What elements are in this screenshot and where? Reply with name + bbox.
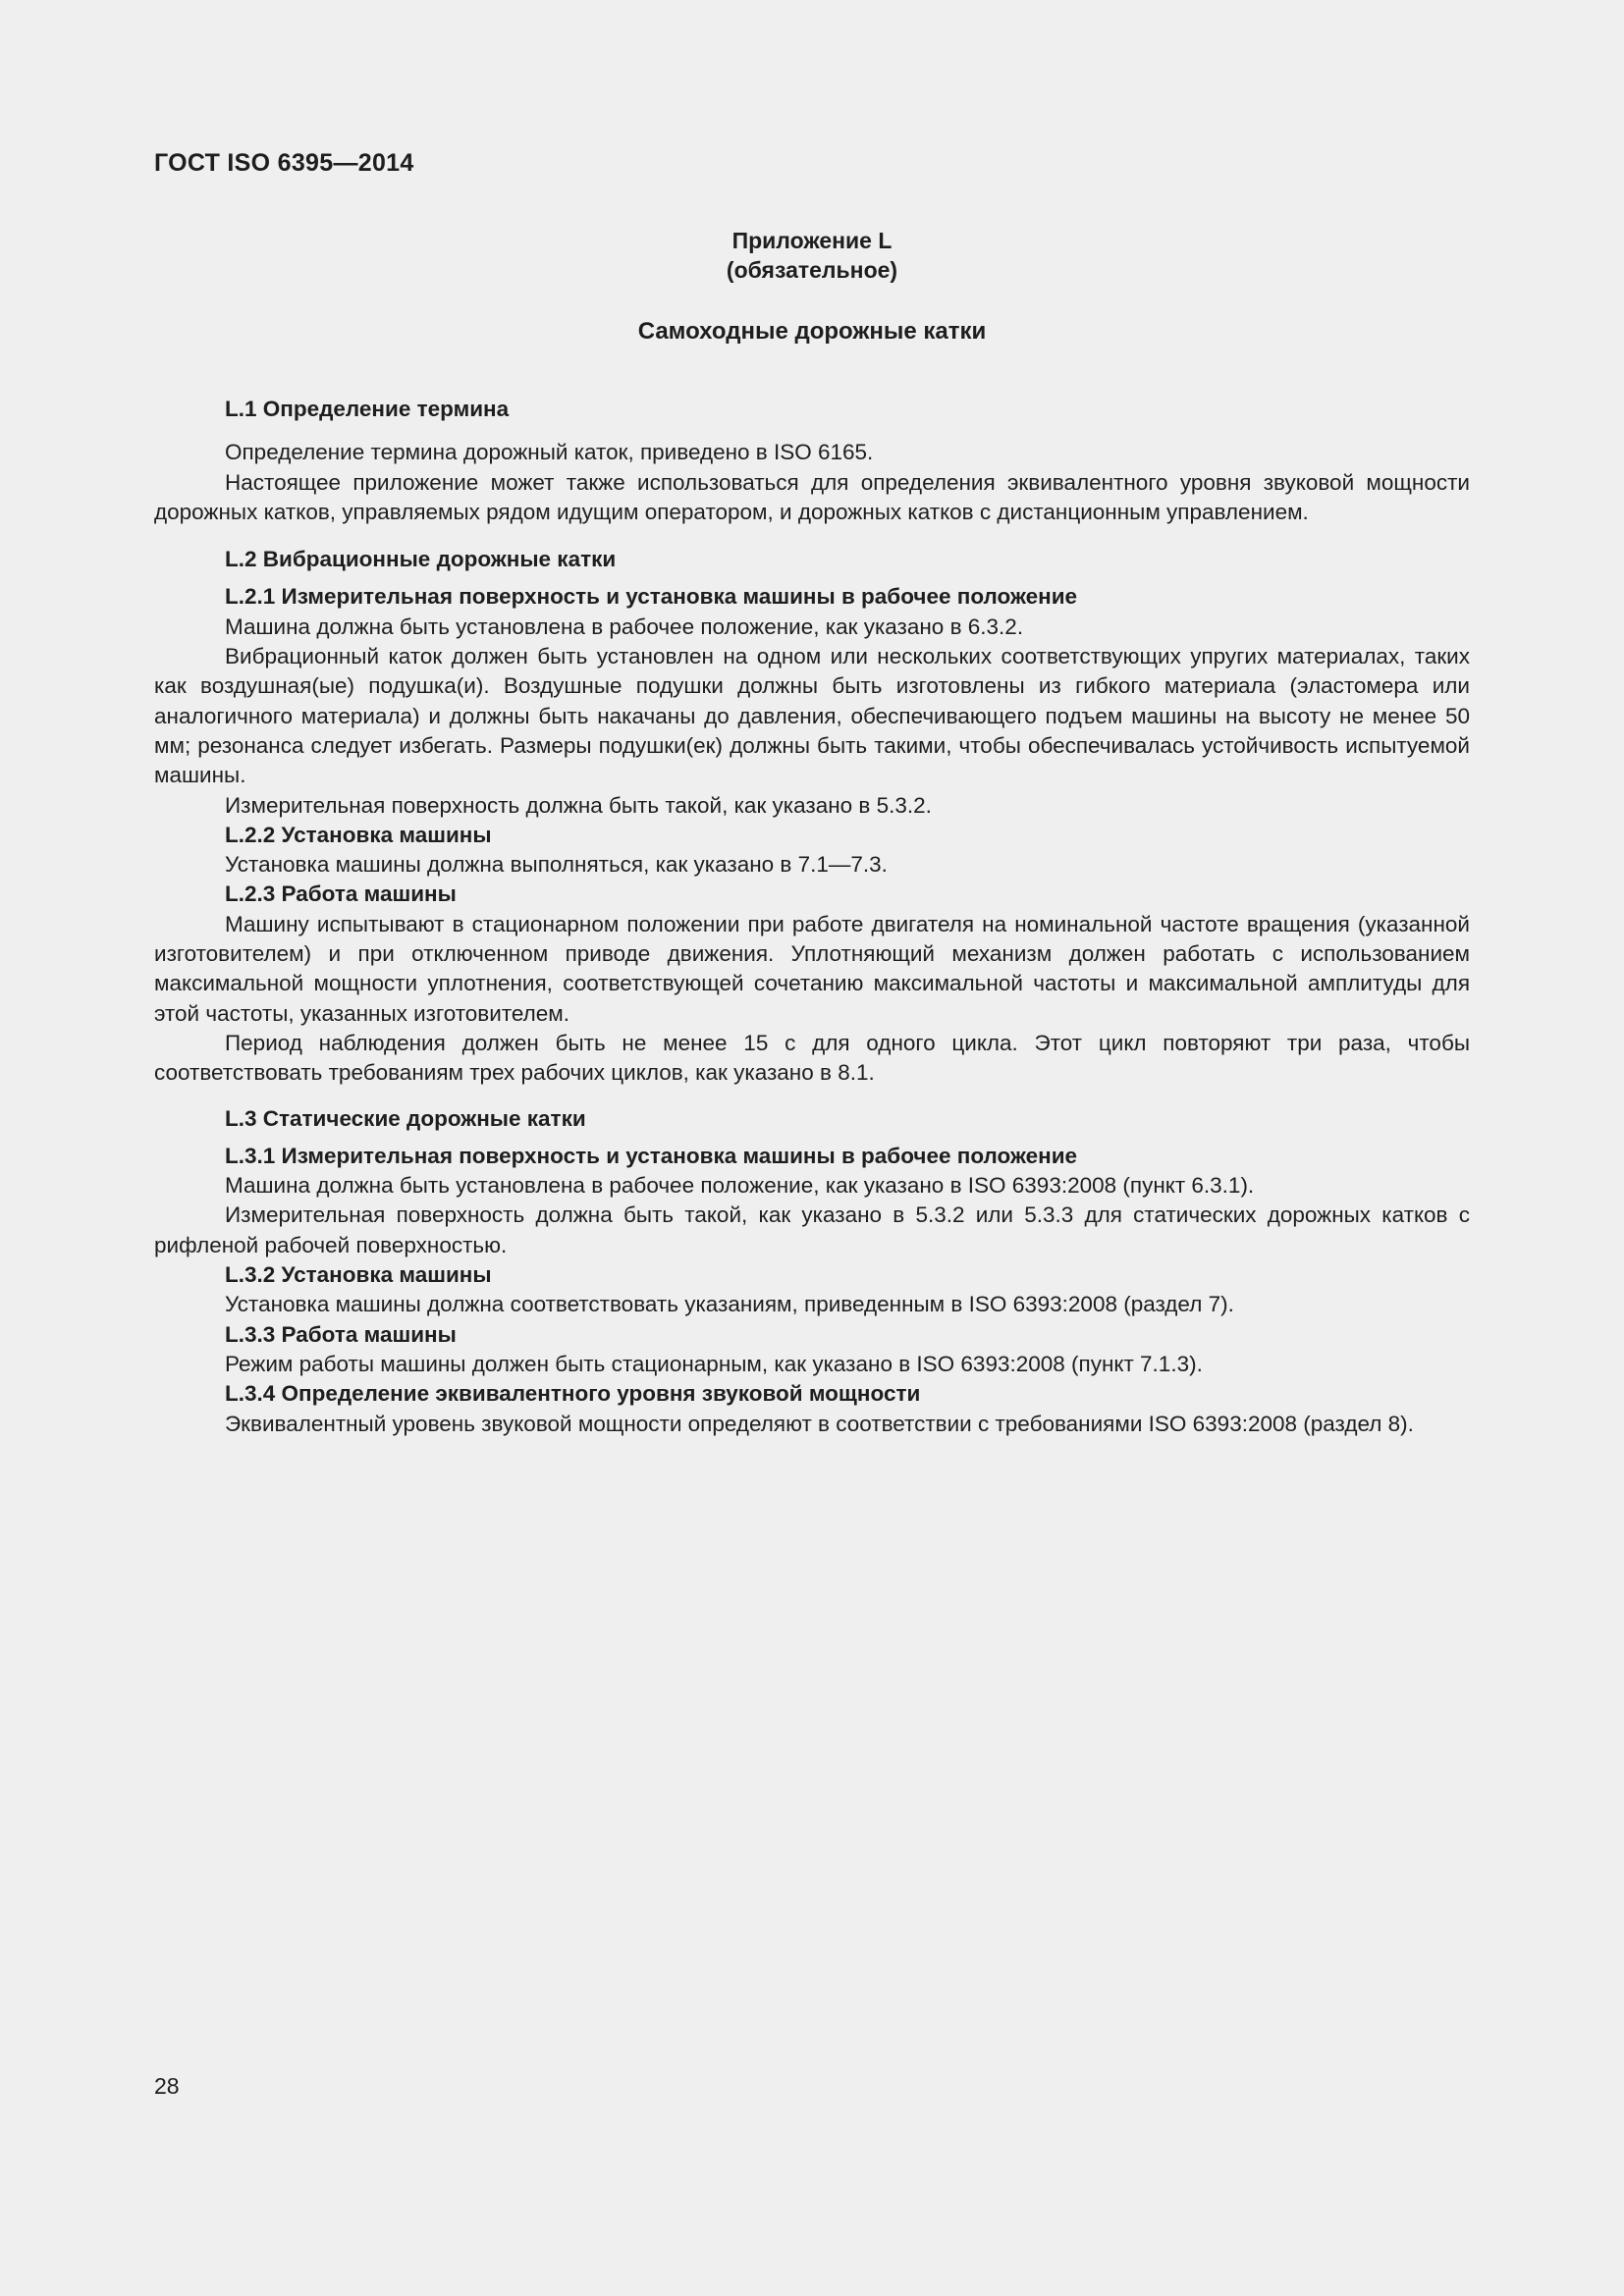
section-l33-heading: L.3.3 Работа машины <box>225 1321 457 1347</box>
section-l31-paragraph-2: Измерительная поверхность должна быть такой, как указано в 5.3.2 или 5.3.3 для статических дорожных катков с рифленой рабочей поверхностью. <box>154 1202 1470 1257</box>
section-l22-heading: L.2.2 Установка машины <box>225 822 492 847</box>
annex-heading <box>154 226 1470 285</box>
section-l23-paragraph-2: Период наблюдения должен быть не менее 15 с для одного цикла. Этот цикл повторяют три раза, чтобы соответствовать требованиям трех рабочих циклов, как указано в 8.1. <box>154 1030 1470 1086</box>
section-l34-heading: L.3.4 Определение эквивалентного уровня звуковой мощности <box>225 1381 921 1407</box>
section-l1-paragraph-2: Настоящее приложение может также использоваться для определения эквивалентного уровня звуковой мощности дорожных катков, управляемых рядом идущим оператором, и дорожных катков с дистанционным управлением. <box>154 469 1470 524</box>
section-l23-paragraph-1: Машину испытывают в стационарном положении при работе двигателя на номинальной частоте вращения (указанной изготовителем) и при отключенном приводе движения. Уплотняющий механизм должен работать с использованием максимальной мощности уплотнения, соответствующей сочетанию максимальной частоты и максимальной амплитуды для этой частоты, указанных изготовителем. <box>154 911 1470 1026</box>
annex-label: Приложение L <box>731 228 893 253</box>
section-l22-paragraph-1: Установка машины должна выполняться, как указано в 7.1—7.3. <box>225 852 888 878</box>
section-l33-paragraph-1: Режим работы машины должен быть стационарным, как указано в ISO 6393:2008 (пункт 7.1.3). <box>225 1351 1203 1376</box>
document-page <box>154 0 1470 2296</box>
section-l32-paragraph-1: Установка машины должна соответствовать указаниям, приведенным в ISO 6393:2008 (раздел 7). <box>225 1292 1234 1317</box>
section-l1-heading: L.1 Определение термина <box>225 397 510 421</box>
section-l21-heading: L.2.1 Измерительная поверхность и установка машины в рабочее положение <box>225 584 1078 610</box>
section-l31-paragraph-1: Машина должна быть установлена в рабочее положение, как указано в ISO 6393:2008 (пункт 6.3.1). <box>225 1173 1255 1199</box>
section-l21-paragraph-2: Вибрационный каток должен быть установлен на одном или нескольких соответствующих упругих материалах, таких как воздушная(ые) подушка(и). Воздушные подушки должны быть изготовлены из гибкого материала (эластомера или аналогичного материала) и должны быть накачаны до давления, обеспечивающего подъем машины на высоту не менее 50 мм; резонанса следует избегать. Размеры подушки(ек) должны быть такими, чтобы обеспечивалась устойчивость испытуемой машины. <box>154 644 1470 788</box>
document-body <box>154 395 1470 1439</box>
section-l1-paragraph-1: Определение термина дорожный каток, приведено в ISO 6165. <box>225 440 874 465</box>
section-l32-heading: L.3.2 Установка машины <box>225 1262 492 1288</box>
section-l34-paragraph-1: Эквивалентный уровень звуковой мощности определяют в соответствии с требованиями ISO 6393:2008 (раздел 8). <box>225 1411 1414 1436</box>
annex-title: Самоходные дорожные катки <box>637 318 987 345</box>
section-l3-heading: L.3 Статические дорожные катки <box>225 1105 586 1131</box>
section-l21-paragraph-3: Измерительная поверхность должна быть такой, как указано в 5.3.2. <box>225 792 932 818</box>
section-l31-heading: L.3.1 Измерительная поверхность и установка машины в рабочее положение <box>225 1143 1078 1168</box>
section-l2-heading: L.2 Вибрационные дорожные катки <box>225 547 617 572</box>
section-l21-paragraph-1: Машина должна быть установлена в рабочее положение, как указано в 6.3.2. <box>225 614 1024 639</box>
page-number: 28 <box>154 2073 180 2099</box>
standard-designation: ГОСТ ISO 6395—2014 <box>154 149 414 177</box>
annex-status: (обязательное) <box>726 257 898 283</box>
section-l23-heading: L.2.3 Работа машины <box>225 881 457 907</box>
